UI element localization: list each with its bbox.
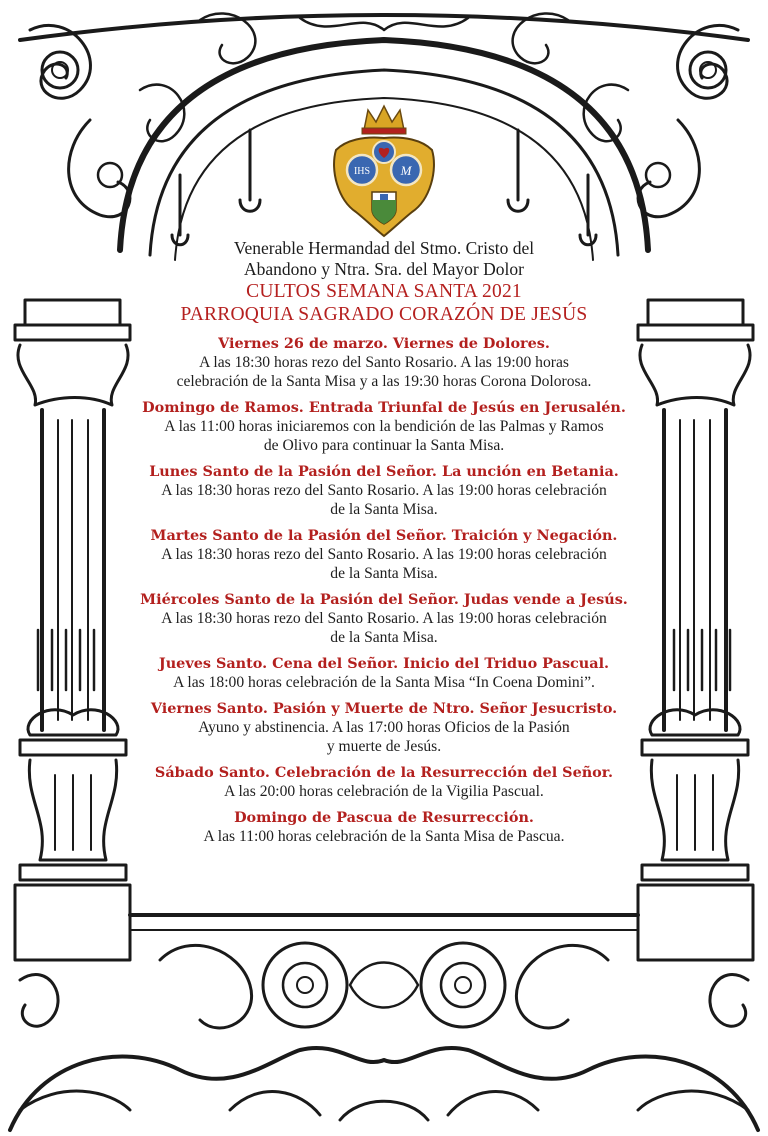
event-desc-line: A las 18:30 horas rezo del Santo Rosario. A las 19:00 horas celebración: [161, 482, 607, 499]
event-desc-line: A las 11:00 horas celebración de la Santa Misa de Pascua.: [203, 828, 565, 845]
event-title: Viernes 26 de marzo. Viernes de Dolores.: [218, 335, 550, 352]
event-desc-line: de la Santa Misa.: [330, 501, 438, 518]
event-lunes-santo: [120, 462, 648, 519]
hermandad-crest-icon: [326, 100, 442, 240]
event-title: Lunes Santo de la Pasión del Señor. La unción en Betania.: [149, 463, 619, 480]
hermandad-name-line-1: Venerable Hermandad del Stmo. Cristo del: [233, 238, 535, 258]
event-jueves-santo: [120, 654, 648, 692]
event-desc-line: Ayuno y abstinencia. A las 17:00 horas Oficios de la Pasión: [198, 719, 570, 736]
event-desc-line: A las 11:00 horas iniciaremos con la bendición de las Palmas y Ramos: [164, 418, 604, 435]
event-title: Martes Santo de la Pasión del Señor. Traición y Negación.: [150, 527, 618, 544]
event-domingo-pascua: [120, 808, 648, 846]
event-desc-line: de la Santa Misa.: [330, 565, 438, 582]
event-martes-santo: [120, 526, 648, 583]
event-desc-line: A las 18:00 horas celebración de la Santa Misa “In Coena Domini”.: [173, 674, 595, 691]
event-desc-line: y muerte de Jesús.: [326, 738, 442, 755]
event-list: [120, 334, 648, 846]
event-viernes-dolores: [120, 334, 648, 391]
event-miercoles-santo: [120, 590, 648, 647]
event-title: Domingo de Pascua de Resurrección.: [234, 809, 534, 826]
poster-content: [120, 238, 648, 853]
poster-title-line-2: PARROQUIA SAGRADO CORAZÓN DE JESÚS: [180, 304, 588, 325]
event-desc-line: A las 20:00 horas celebración de la Vigilia Pascual.: [224, 783, 544, 800]
event-desc-line: A las 18:30 horas rezo del Santo Rosario. A las 19:00 horas: [199, 354, 569, 371]
event-desc-line: A las 18:30 horas rezo del Santo Rosario. A las 19:00 horas celebración: [161, 546, 607, 563]
poster-title-line-1: CULTOS SEMANA SANTA 2021: [246, 281, 522, 302]
event-title: Jueves Santo. Cena del Señor. Inicio del Triduo Pascual.: [158, 655, 610, 672]
event-viernes-santo: [120, 699, 648, 756]
event-desc-line: celebración de la Santa Misa y a las 19:30 horas Corona Dolorosa.: [176, 373, 592, 390]
event-title: Miércoles Santo de la Pasión del Señor. Judas vende a Jesús.: [140, 591, 628, 608]
event-title: Viernes Santo. Pasión y Muerte de Ntro. Señor Jesucristo.: [150, 700, 618, 717]
event-desc-line: de la Santa Misa.: [330, 629, 438, 646]
crest-right-monogram: M: [400, 163, 412, 178]
event-desc-line: A las 18:30 horas rezo del Santo Rosario. A las 19:00 horas celebración: [161, 610, 607, 627]
event-sabado-santo: [120, 763, 648, 801]
event-desc-line: de Olivo para continuar la Santa Misa.: [263, 437, 505, 454]
hermandad-name-line-2: Abandono y Ntra. Sra. del Mayor Dolor: [244, 259, 524, 279]
event-title: Domingo de Ramos. Entrada Triunfal de Jesús en Jerusalén.: [142, 399, 626, 416]
event-domingo-ramos: [120, 398, 648, 455]
event-title: Sábado Santo. Celebración de la Resurrección del Señor.: [154, 764, 614, 781]
crest-left-monogram: IHS: [353, 166, 371, 177]
